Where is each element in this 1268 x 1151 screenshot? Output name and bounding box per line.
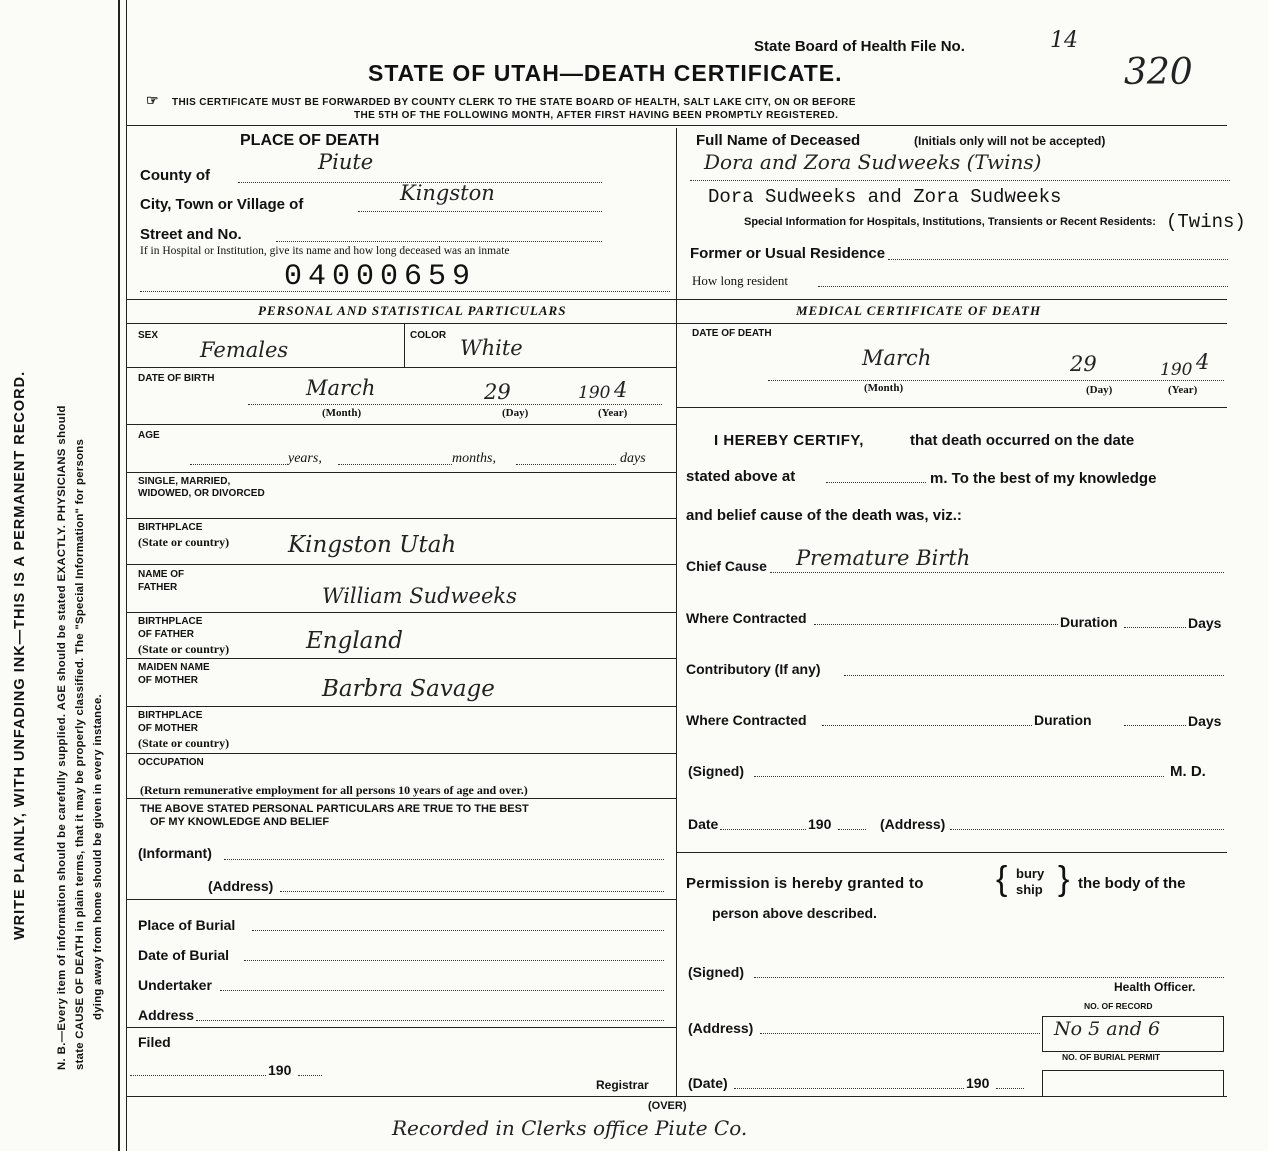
dob-month: March xyxy=(306,376,376,400)
occupation-row-rule xyxy=(127,798,676,799)
stamp-number: 04000659 xyxy=(284,260,477,294)
file-number-value: 14 xyxy=(1050,28,1078,53)
physician-year-line xyxy=(838,829,866,830)
father-birthplace-state-note: (State or country) xyxy=(138,642,230,656)
street-line xyxy=(276,241,602,242)
death-time-line xyxy=(826,482,926,483)
mother-birthplace-label-line-1: BIRTHPLACE xyxy=(138,710,203,721)
color-label: COLOR xyxy=(410,330,447,341)
certify-line-1-lead: I HEREBY CERTIFY, xyxy=(714,432,864,449)
dob-day: 29 xyxy=(484,380,511,404)
permit-year-prefix: 190 xyxy=(966,1075,990,1091)
full-name-line xyxy=(690,180,1230,181)
permission-text-lead: Permission is hereby granted to xyxy=(686,875,924,892)
how-long-resident-label: How long resident xyxy=(692,273,789,288)
physician-address-line xyxy=(950,829,1224,830)
hospital-line xyxy=(140,291,670,292)
how-long-resident-line xyxy=(818,286,1228,287)
death-day-label: (Day) xyxy=(1086,384,1113,396)
sex-color-divider xyxy=(404,323,405,367)
record-number-label: NO. OF RECORD xyxy=(1084,1001,1153,1011)
certify-line-1-rest: that death occurred on the date xyxy=(910,432,1135,449)
certificate-title: STATE OF UTAH—DEATH CERTIFICATE. xyxy=(368,60,843,86)
permission-ship-option: ship xyxy=(1016,882,1043,897)
death-date-line xyxy=(768,380,1224,381)
where-contracted-line-1 xyxy=(814,624,1058,625)
dob-year-suffix: 4 xyxy=(614,378,628,402)
filed-year-prefix: 190 xyxy=(268,1062,292,1078)
permit-date-label: (Date) xyxy=(688,1075,728,1091)
undertaker-address-line xyxy=(196,1020,664,1021)
margin-note-line-3: dying away from home should be given in every instance. xyxy=(92,694,104,1020)
city-value: Kingston xyxy=(400,181,495,205)
undertaker-line xyxy=(220,990,664,991)
personal-particulars-heading: PERSONAL AND STATISTICAL PARTICULARS xyxy=(258,303,567,318)
attestation-line-2: OF MY KNOWLEDGE AND BELIEF xyxy=(150,816,330,828)
age-months-label: months, xyxy=(452,451,496,466)
registrar-label: Registrar xyxy=(596,1078,649,1092)
hospital-label: If in Hospital or Institution, give its name and how long deceased was an inmate xyxy=(140,245,510,257)
permission-brace-left: { xyxy=(996,860,1008,898)
death-year-prefix: 190 xyxy=(1160,360,1193,380)
father-birthplace-label-line-2: OF FATHER xyxy=(138,629,194,640)
birthplace-value: Kingston Utah xyxy=(288,532,457,558)
full-name-handwritten: Dora and Zora Sudweeks (Twins) xyxy=(704,150,1042,174)
special-info-label: Special Information for Hospitals, Institutions, Transients or Recent Residents: xyxy=(744,216,1156,228)
filed-line xyxy=(130,1075,266,1076)
sex-label: SEX xyxy=(138,330,159,341)
city-line xyxy=(358,211,602,212)
marital-row-rule xyxy=(127,518,676,519)
attestation-row-rule xyxy=(127,899,676,900)
attestation-line-1: THE ABOVE STATED PERSONAL PARTICULARS ARE TRUE TO THE BEST xyxy=(140,803,529,815)
city-label: City, Town or Village of xyxy=(140,196,304,213)
dob-year-label: (Year) xyxy=(598,407,628,419)
marital-label-line-1: SINGLE, MARRIED, xyxy=(138,476,231,487)
days-label-1: Days xyxy=(1188,615,1222,631)
age-row-rule xyxy=(127,472,676,473)
death-month: March xyxy=(862,346,932,370)
chief-cause-line xyxy=(770,572,1224,573)
full-name-label: Full Name of Deceased xyxy=(696,132,861,149)
certify-line-2-rest: m. To the best of my knowledge xyxy=(930,470,1157,487)
md-label: M. D. xyxy=(1170,763,1206,780)
full-name-typed: Dora Sudweeks and Zora Sudweeks xyxy=(708,186,1062,208)
chief-cause-value: Premature Birth xyxy=(796,546,971,570)
days-label-2: Days xyxy=(1188,713,1222,729)
father-label-line-2: FATHER xyxy=(138,582,178,593)
burial-permit-label: NO. OF BURIAL PERMIT xyxy=(1062,1052,1161,1062)
sex-row-rule xyxy=(127,367,676,368)
section-rule-top xyxy=(127,299,1227,300)
permission-brace-right: } xyxy=(1058,860,1070,898)
undertaker-address-label: Address xyxy=(138,1007,195,1023)
burial-place-label: Place of Burial xyxy=(138,917,236,933)
place-of-death-heading: PLACE OF DEATH xyxy=(240,132,380,149)
father-birthplace-label-line-1: BIRTHPLACE xyxy=(138,616,203,627)
burial-row-rule xyxy=(127,1027,676,1028)
death-month-label: (Month) xyxy=(864,382,904,394)
birthplace-state-note: (State or country) xyxy=(138,535,230,549)
mother-birthplace-row-rule xyxy=(127,753,676,754)
mother-row-rule xyxy=(127,706,676,707)
death-date-label: DATE OF DEATH xyxy=(692,328,772,339)
duration-label-1: Duration xyxy=(1060,614,1118,630)
left-frame-border xyxy=(118,0,120,1151)
certificate-number: 320 xyxy=(1124,52,1193,93)
full-name-note: (Initials only will not be accepted) xyxy=(914,134,1106,148)
father-value: William Sudweeks xyxy=(322,584,517,608)
residence-label: Former or Usual Residence xyxy=(690,245,886,262)
mother-label-line-2: OF MOTHER xyxy=(138,675,198,686)
permit-date-line xyxy=(734,1088,964,1089)
death-year-label: (Year) xyxy=(1168,384,1198,396)
death-day: 29 xyxy=(1070,352,1097,376)
forwarding-notice-line-1: THIS CERTIFICATE MUST BE FORWARDED BY COUNTY CLERK TO THE STATE BOARD OF HEALTH, SALT LAKE CITY, ON OR BEFORE xyxy=(172,97,856,108)
permit-date-box xyxy=(1042,1070,1224,1097)
mother-label-line-1: MAIDEN NAME xyxy=(138,662,210,673)
burial-place-line xyxy=(252,930,664,931)
contributory-line xyxy=(844,675,1224,676)
where-contracted-label-1: Where Contracted xyxy=(686,610,807,626)
informant-label: (Informant) xyxy=(138,845,212,861)
age-label: AGE xyxy=(138,430,160,441)
health-officer-address-line xyxy=(760,1033,1040,1034)
dob-month-label: (Month) xyxy=(322,407,362,419)
street-label: Street and No. xyxy=(140,226,242,243)
file-number-label: State Board of Health File No. xyxy=(754,38,965,55)
medical-heading-rule xyxy=(676,323,1227,324)
informant-address-label: (Address) xyxy=(208,878,274,894)
county-label: County of xyxy=(140,167,210,184)
margin-note-line-2: state CAUSE OF DEATH in plain terms, that it may be properly classified. The "Special Information" for persons xyxy=(74,438,86,1070)
where-contracted-label-2: Where Contracted xyxy=(686,712,807,728)
physician-address-label: (Address) xyxy=(880,816,946,832)
health-officer-address-label: (Address) xyxy=(688,1020,754,1036)
occupation-label: OCCUPATION xyxy=(138,757,204,768)
father-birthplace-value: England xyxy=(306,628,403,654)
permission-text-rest: the body of the xyxy=(1078,875,1186,892)
personal-heading-rule xyxy=(127,323,676,324)
permission-text-end: person above described. xyxy=(712,905,877,921)
notice-arrow-icon: ☞ xyxy=(146,92,159,108)
over-label: (OVER) xyxy=(648,1100,687,1112)
duration-line-1 xyxy=(1124,627,1186,628)
age-years-line xyxy=(190,464,286,465)
death-year-suffix: 4 xyxy=(1196,350,1210,374)
health-officer-signature-line xyxy=(754,977,1224,978)
physician-date-label: Date xyxy=(688,816,719,832)
occupation-note: (Return remunerative employment for all persons 10 years of age and over.) xyxy=(140,783,528,797)
duration-line-2 xyxy=(1124,725,1186,726)
where-contracted-line-2 xyxy=(822,725,1032,726)
informant-address-line xyxy=(280,891,664,892)
dob-label: DATE OF BIRTH xyxy=(138,373,215,384)
undertaker-label: Undertaker xyxy=(138,977,212,993)
certify-line-2-lead: stated above at xyxy=(686,468,796,485)
dob-day-label: (Day) xyxy=(502,407,529,419)
father-birthplace-row-rule xyxy=(127,658,676,659)
medical-bottom-rule xyxy=(676,852,1227,853)
physician-signature-line xyxy=(754,776,1164,777)
health-officer-signed-label: (Signed) xyxy=(688,964,744,980)
duration-label-2: Duration xyxy=(1034,712,1092,728)
marital-label-line-2: WIDOWED, OR DIVORCED xyxy=(138,488,265,499)
physician-year-prefix: 190 xyxy=(808,816,832,832)
mother-birthplace-label-line-2: OF MOTHER xyxy=(138,723,198,734)
father-label-line-1: NAME OF xyxy=(138,569,185,580)
left-frame-border-inner xyxy=(126,0,127,1151)
residence-line xyxy=(888,259,1228,260)
physician-signed-label: (Signed) xyxy=(688,763,744,779)
center-divider xyxy=(676,128,677,1096)
margin-write-plainly: WRITE PLAINLY, WITH UNFADING INK—THIS IS A PERMANENT RECORD. xyxy=(12,370,28,940)
dob-line xyxy=(248,404,662,405)
age-days-line xyxy=(516,464,616,465)
health-officer-label: Health Officer. xyxy=(1114,980,1196,994)
dob-row-rule xyxy=(127,424,676,425)
father-row-rule xyxy=(127,612,676,613)
age-days-label: days xyxy=(620,451,646,466)
death-date-row-rule xyxy=(676,407,1227,408)
birthplace-row-rule xyxy=(127,564,676,565)
age-months-line xyxy=(338,464,452,465)
chief-cause-label: Chief Cause xyxy=(686,558,767,574)
header-rule xyxy=(127,125,1227,126)
medical-certificate-heading: MEDICAL CERTIFICATE OF DEATH xyxy=(796,303,1042,318)
age-years-label: years, xyxy=(288,451,322,466)
sex-value: Females xyxy=(200,338,289,362)
special-info-value: (Twins) xyxy=(1166,211,1246,233)
mother-birthplace-state-note: (State or country) xyxy=(138,736,230,750)
permit-year-line xyxy=(996,1088,1024,1089)
burial-permit-value: No 5 and 6 xyxy=(1054,1018,1161,1040)
filed-label: Filed xyxy=(138,1034,171,1050)
color-value: White xyxy=(460,336,523,360)
contributory-label: Contributory (If any) xyxy=(686,661,821,677)
margin-note-line-1: N. B.—Every item of information should be carefully supplied. AGE should be stated EXACTLY. PHYSICIANS should xyxy=(56,405,68,1070)
dob-year-prefix: 190 xyxy=(578,383,611,403)
permission-bury-option: bury xyxy=(1016,866,1045,881)
birthplace-label: BIRTHPLACE xyxy=(138,522,203,533)
recorded-notation: Recorded in Clerks office Piute Co. xyxy=(392,1116,748,1140)
bottom-frame-rule xyxy=(127,1096,1227,1097)
informant-line xyxy=(224,859,664,860)
certify-line-3: and belief cause of the death was, viz.: xyxy=(686,507,962,524)
mother-value: Barbra Savage xyxy=(322,676,495,702)
filed-year-line xyxy=(298,1075,322,1076)
burial-date-label: Date of Burial xyxy=(138,947,230,963)
physician-date-line xyxy=(720,829,806,830)
forwarding-notice-line-2: THE 5TH OF THE FOLLOWING MONTH, AFTER FIRST HAVING BEEN PROMPTLY REGISTERED. xyxy=(354,110,839,121)
burial-date-line xyxy=(244,960,664,961)
county-value: Piute xyxy=(318,150,374,174)
